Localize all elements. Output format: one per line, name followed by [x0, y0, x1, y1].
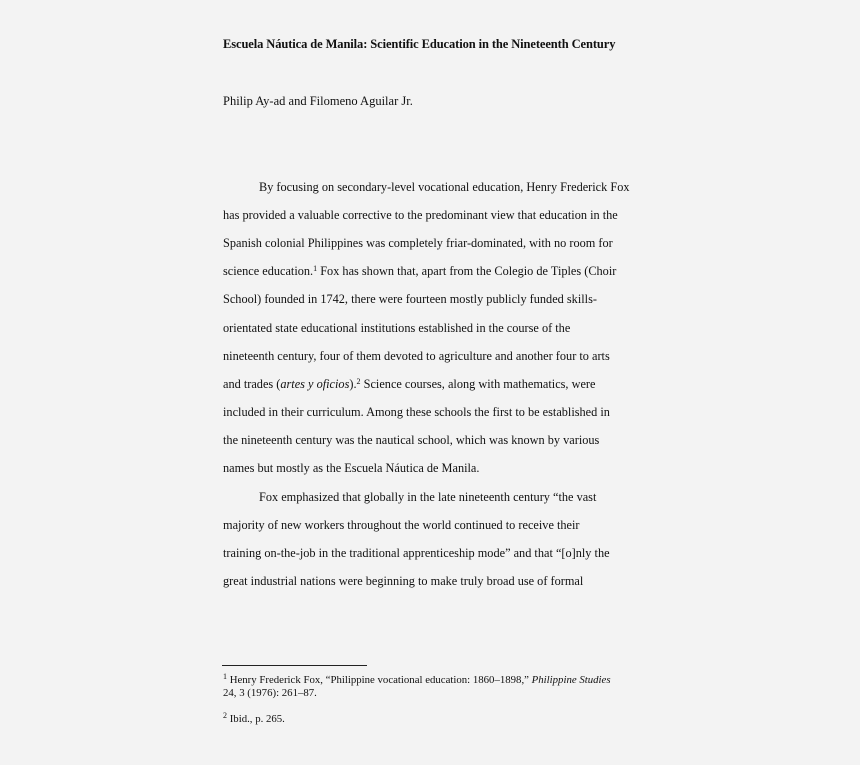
body-text-line: Fox emphasized that globally in the late nineteenth century “the vast	[259, 490, 597, 504]
body-text-segment: Science courses, along with mathematics, were	[360, 377, 596, 391]
body-text-line: nineteenth century, four of them devoted to agriculture and another four to arts	[223, 349, 610, 363]
body-text-line: Spanish colonial Philippines was completely friar-dominated, with no room for	[223, 236, 613, 250]
article-authors: Philip Ay-ad and Filomeno Aguilar Jr.	[223, 94, 413, 108]
footnote-ref-1[interactable]: 1	[313, 264, 318, 273]
footnote-number: 1	[223, 672, 227, 681]
footnote-text: Henry Frederick Fox, “Philippine vocational education: 1860–1898,”	[227, 674, 532, 686]
footnote-number: 2	[223, 711, 227, 720]
footnote-ref-2[interactable]: 2	[356, 377, 361, 386]
footnote-separator	[222, 665, 367, 666]
body-text-line	[223, 263, 616, 279]
body-text-line: School) founded in 1742, there were fourteen mostly publicly funded skills-	[223, 292, 597, 306]
body-text-line: names but mostly as the Escuela Náutica de Manila.	[223, 461, 480, 475]
footnote-journal: Philippine Studies	[531, 674, 611, 686]
body-text-line: orientated state educational institutions established in the course of the	[223, 321, 571, 335]
body-text-segment: ).	[349, 377, 357, 391]
body-text-line: has provided a valuable corrective to the predominant view that education in the	[223, 208, 618, 222]
body-text-line: majority of new workers throughout the world continued to receive their	[223, 518, 580, 532]
body-text-line	[223, 376, 595, 392]
body-text-line: the nineteenth century was the nautical school, which was known by various	[223, 433, 600, 447]
footnote-1	[223, 673, 611, 687]
body-text-segment: and trades (	[223, 377, 281, 391]
body-text-segment: Fox has shown that, apart from the Colegio de Tiples (Choir	[317, 264, 617, 278]
body-text-line: great industrial nations were beginning to make truly broad use of formal	[223, 574, 584, 588]
body-text-segment: science education.	[223, 264, 314, 278]
footnote-2	[223, 712, 285, 726]
footnote-text: Ibid., p. 265.	[227, 713, 285, 725]
body-text-line: By focusing on secondary-level vocational education, Henry Frederick Fox	[259, 180, 630, 194]
body-text-line: included in their curriculum. Among these schools the first to be established in	[223, 405, 610, 419]
italic-term: artes y oficios	[280, 377, 350, 391]
footnote-1-continued: 24, 3 (1976): 261–87.	[223, 687, 317, 699]
article-title: Escuela Náutica de Manila: Scientific Education in the Nineteenth Century	[223, 37, 616, 51]
body-text-line: training on-the-job in the traditional apprenticeship mode” and that “[o]nly the	[223, 546, 610, 560]
